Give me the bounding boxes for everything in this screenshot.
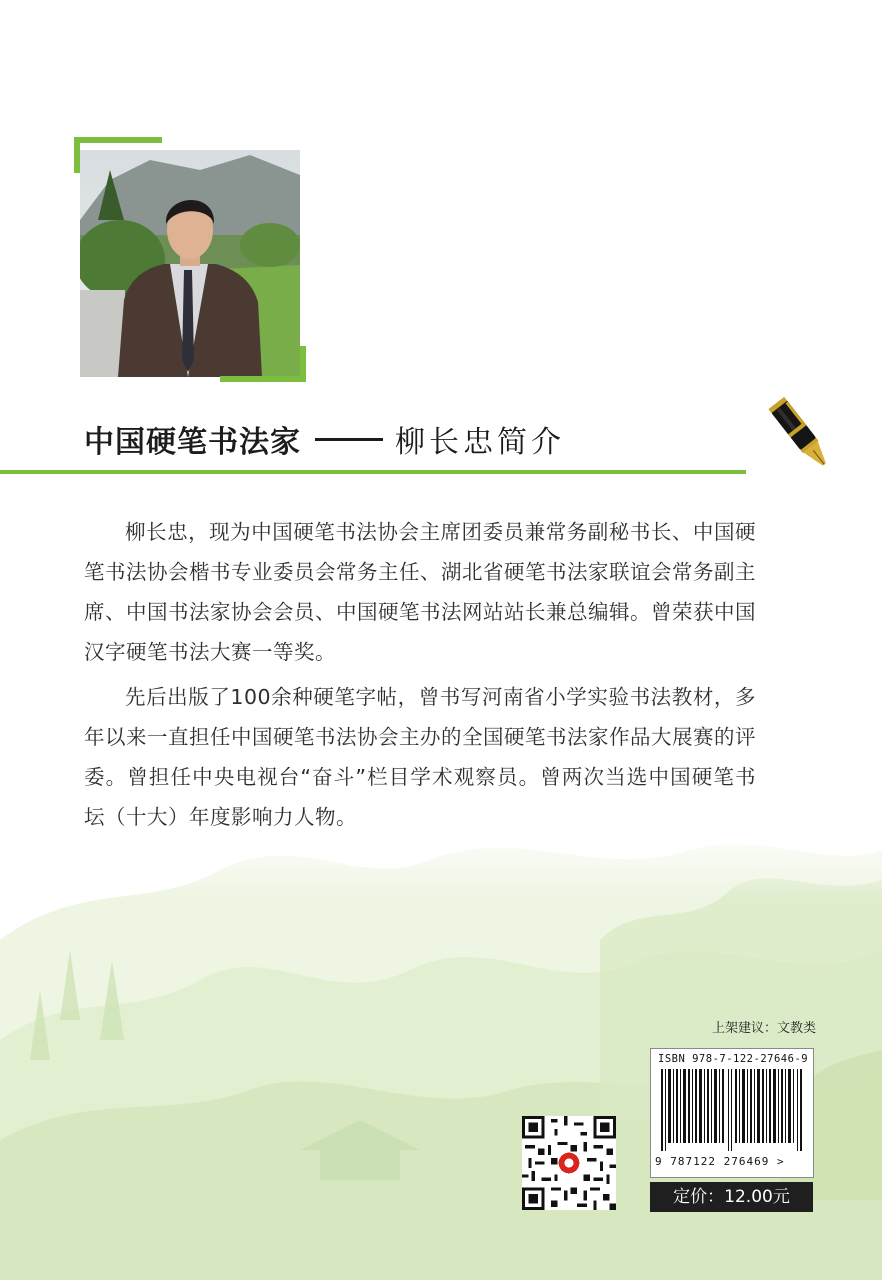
price-label: 定价：12.00元	[650, 1182, 813, 1212]
frame-accent-top-left-horizontal	[74, 137, 162, 143]
frame-accent-top-left-vertical	[74, 137, 80, 173]
bio-paragraph: 先后出版了100余种硬笔字帖，曾书写河南省小学实验书法教材，多年以来一直担任中国硬笔书法协会主办的全国硬笔书法家作品大展赛的评委。曾担任中央电视台“奋斗”栏目学术观察员。曾两次当选中国硬笔书坛（十大）年度影响力人物。	[84, 685, 756, 829]
frame-accent-bottom-right-horizontal	[220, 376, 306, 382]
isbn-barcode	[661, 1069, 803, 1151]
fountain-pen-icon	[756, 382, 856, 474]
frame-accent-bottom-right-vertical	[300, 346, 306, 382]
shelf-suggestion: 上架建议：文教类	[711, 1021, 816, 1036]
section-heading	[84, 417, 744, 465]
heading-dash	[315, 438, 383, 441]
heading-rule	[0, 470, 746, 474]
biography	[84, 512, 756, 842]
isbn-barcode-box	[650, 1048, 814, 1178]
author-photo	[80, 150, 300, 377]
heading-subtitle: 柳长忠简介	[395, 425, 565, 460]
bio-paragraph: 柳长忠，现为中国硬笔书法协会主席团委员兼常务副秘书长、中国硬笔书法协会楷书专业委员会常务主任、湖北省硬笔书法家联谊会常务副主席、中国书法家协会会员、中国硬笔书法网站站长兼总编辑。曾荣获中国汉字硬笔书法大赛一等奖。	[84, 520, 756, 664]
barcode-digits: 9 787122 276469 >	[655, 1155, 785, 1168]
isbn-number: ISBN 978-7-122-27646-9	[658, 1053, 809, 1065]
qr-code	[522, 1116, 616, 1210]
heading-title: 中国硬笔书法家	[84, 425, 301, 460]
